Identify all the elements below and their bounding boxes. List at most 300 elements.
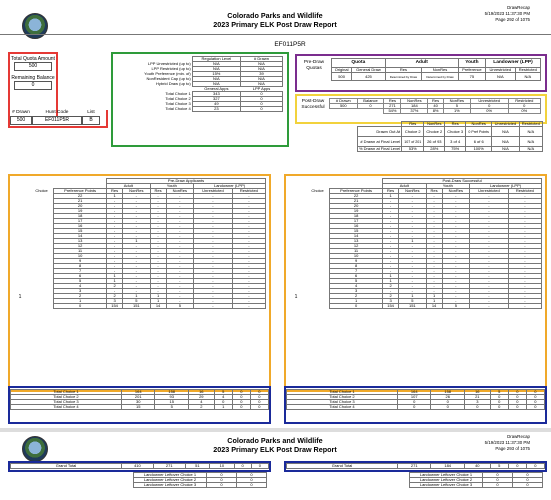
count-cell: -	[508, 234, 541, 239]
page-number: Page 292 of 1075	[495, 17, 530, 22]
count-cell: -	[150, 284, 166, 289]
count-cell: 14	[150, 304, 166, 309]
pre-draw-quotas-table	[331, 58, 541, 81]
total-cell: 16	[464, 390, 490, 395]
preference-points-cell: 10	[54, 254, 107, 259]
report-id: DrawRecap	[507, 5, 530, 10]
drawn-out-cell: 75%	[445, 147, 466, 152]
col-head: Res	[107, 189, 123, 194]
total-cell: 158	[155, 390, 188, 395]
drawn-out-cell: 6 of 6	[466, 137, 492, 147]
total-cell: 0	[526, 390, 544, 395]
count-cell: -	[194, 239, 233, 244]
total-cell: 0	[232, 390, 250, 395]
pre-draw-totals-table	[10, 389, 269, 410]
total-cell: 0	[398, 405, 431, 410]
count-cell: 154	[383, 304, 399, 309]
total-cell: 0	[232, 405, 250, 410]
count-cell: -	[150, 229, 166, 234]
reg-drawn-cell: N/A	[241, 62, 283, 67]
post-pct: 0%	[470, 109, 508, 114]
grand-total-cell: 410	[122, 464, 154, 469]
post-pct: 0%	[508, 109, 540, 114]
count-cell: -	[508, 244, 541, 249]
count-cell: -	[123, 244, 151, 249]
grand-total-cell: 5	[490, 464, 508, 469]
count-cell: 1	[107, 194, 123, 199]
preference-points-cell: 14	[54, 234, 107, 239]
total-quota-value: 500	[14, 62, 52, 71]
hunt-code-head: Hunt Code	[45, 110, 69, 115]
count-cell: -	[123, 269, 151, 274]
count-cell: -	[194, 294, 233, 299]
hunt-code-heading: EF011P5R	[274, 41, 306, 48]
preference-points-cell: 13	[330, 239, 383, 244]
count-cell: -	[166, 289, 194, 294]
total-cell: 4	[214, 395, 232, 400]
drawn-value: 500	[10, 116, 32, 125]
report-title: 2023 Primary ELK Post Draw Report	[213, 445, 337, 454]
post-head: # Drawn	[330, 99, 358, 104]
count-cell: -	[508, 224, 541, 229]
count-cell: -	[426, 279, 442, 284]
reg-row-label: NonResident Cap (up to)	[146, 76, 191, 81]
general-apps-head: General Apps	[192, 87, 240, 92]
count-cell: -	[150, 224, 166, 229]
total-cell: 0	[508, 390, 526, 395]
count-cell: -	[508, 284, 541, 289]
grand-total-cell: 0	[234, 464, 251, 469]
preference-points-cell: 9	[330, 259, 383, 264]
leftover-cell: 0	[513, 473, 543, 478]
count-cell: -	[508, 249, 541, 254]
hunt-code-box	[8, 110, 108, 128]
total-cell: 0	[431, 405, 464, 410]
quota-subhead: Unrestricted	[486, 68, 516, 73]
count-cell: -	[150, 264, 166, 269]
total-cell: 107	[398, 395, 431, 400]
drawn-out-label: % Drawn at Final Level	[359, 146, 401, 151]
count-cell: -	[123, 214, 151, 219]
quota-subhead: Res	[385, 68, 422, 73]
count-cell: -	[166, 294, 194, 299]
count-cell: -	[426, 199, 442, 204]
count-cell: -	[107, 249, 123, 254]
count-cell: -	[166, 194, 194, 199]
count-cell: -	[442, 274, 470, 279]
total-cell: 26	[431, 395, 464, 400]
count-cell: -	[232, 249, 265, 254]
count-cell: -	[470, 209, 509, 214]
count-cell: -	[508, 204, 541, 209]
count-cell: -	[508, 259, 541, 264]
total-cell: 0	[232, 400, 250, 405]
count-cell: -	[232, 274, 265, 279]
count-cell: -	[194, 259, 233, 264]
count-cell: -	[232, 194, 265, 199]
count-cell: -	[166, 219, 194, 224]
preference-points-cell: 19	[54, 209, 107, 214]
list-value: B	[82, 116, 100, 125]
count-cell: -	[166, 264, 194, 269]
count-cell: -	[399, 219, 427, 224]
count-cell: 5	[442, 304, 470, 309]
general-apps-cell: 327	[192, 97, 240, 102]
col-head: NonRes	[123, 189, 151, 194]
count-cell: -	[150, 209, 166, 214]
count-cell: -	[426, 219, 442, 224]
col-head: Unrestricted	[470, 189, 509, 194]
total-cell: 0	[508, 405, 526, 410]
count-cell: -	[426, 269, 442, 274]
count-cell: 1	[107, 279, 123, 284]
count-cell: -	[426, 249, 442, 254]
count-cell: -	[383, 244, 399, 249]
reg-row-label: Hybrid Draw (up to)	[156, 81, 191, 86]
count-cell: -	[470, 289, 509, 294]
count-cell: -	[107, 254, 123, 259]
count-cell: -	[194, 199, 233, 204]
total-cell: 0	[232, 395, 250, 400]
total-choice-label: Total Choice 2	[287, 395, 398, 400]
preference-points-cell: 8	[330, 264, 383, 269]
drawn-out-head: Restricted	[519, 122, 542, 127]
drawn-out-cell: 26 of 93	[424, 137, 445, 147]
choice-spacer	[306, 304, 330, 309]
count-cell: -	[166, 199, 194, 204]
preference-points-cell: 11	[54, 249, 107, 254]
reg-level-cell: 15%	[192, 72, 240, 77]
count-cell: -	[470, 279, 509, 284]
leftover-cell: 0	[513, 483, 543, 488]
quota-value: Determined by Draw	[385, 73, 422, 81]
grand-total-right	[284, 461, 547, 472]
count-cell: -	[123, 284, 151, 289]
lpp-apps-head: LPP Apps	[241, 87, 283, 92]
count-cell: -	[470, 219, 509, 224]
count-cell: -	[107, 239, 123, 244]
count-cell: -	[232, 244, 265, 249]
page-number: Page 293 of 1075	[495, 446, 530, 451]
grand-total-cell: 184	[431, 464, 464, 469]
count-cell: -	[399, 209, 427, 214]
preference-points-cell: 20	[330, 204, 383, 209]
count-cell: -	[232, 279, 265, 284]
count-cell: -	[166, 254, 194, 259]
preference-points-cell: 14	[330, 234, 383, 239]
total-cell: 0	[526, 405, 544, 410]
drawn-out-head: NonRes	[424, 122, 445, 127]
post-head: Restricted	[508, 99, 540, 104]
total-cell: 201	[122, 395, 155, 400]
count-cell: 3	[107, 299, 123, 304]
post-draw-successful-summary	[329, 98, 541, 114]
count-cell: 1	[426, 294, 442, 299]
table-row	[306, 304, 542, 309]
preference-points-cell: 12	[330, 244, 383, 249]
quota-value: 500	[332, 73, 352, 81]
post-value: 184	[401, 104, 428, 109]
total-cell: 0	[490, 405, 508, 410]
count-cell: 151	[399, 304, 427, 309]
total-cell: 93	[155, 395, 188, 400]
count-cell: -	[150, 199, 166, 204]
preference-points-cell: 11	[330, 249, 383, 254]
count-cell: -	[150, 269, 166, 274]
post-draw-totals-table	[286, 389, 545, 410]
total-cell: 16	[188, 390, 214, 395]
count-cell: -	[508, 279, 541, 284]
count-cell: -	[399, 194, 427, 199]
count-cell: -	[107, 259, 123, 264]
count-cell: -	[123, 209, 151, 214]
drawn-out-cell: 0 Pref Points	[466, 127, 492, 137]
reg-row-label: Youth Preference (min. of)	[144, 71, 191, 76]
count-cell: -	[426, 204, 442, 209]
total-choice-label: Total Choice 1	[287, 390, 398, 395]
preference-points-cell: 18	[54, 214, 107, 219]
count-cell: 1	[399, 294, 427, 299]
count-cell: -	[232, 199, 265, 204]
count-cell: -	[470, 269, 509, 274]
leftover-label: Landowner Leftover Choice 3	[134, 483, 207, 488]
quota-value: N/A	[515, 73, 540, 81]
quota-group-head: Quota	[332, 59, 386, 68]
preference-points-cell: 4	[330, 284, 383, 289]
table-row	[30, 304, 266, 309]
preference-points-cell: 16	[330, 224, 383, 229]
count-cell: -	[150, 239, 166, 244]
leftover-label: Landowner Leftover Choice 3	[410, 483, 483, 488]
post-value: 271	[384, 104, 401, 109]
lpp-apps-cell: 0	[241, 107, 283, 112]
total-cell: 4	[188, 400, 214, 405]
cpw-logo-icon	[22, 13, 48, 39]
count-cell: -	[442, 234, 470, 239]
count-cell: -	[383, 239, 399, 244]
list-head: List	[87, 110, 95, 115]
preference-points-cell: 0	[54, 304, 107, 309]
report-timestamp: 5/19/2023 11:37:30 PM	[484, 11, 530, 16]
reg-row-label: LPP Unrestricted (up to)	[147, 61, 191, 66]
total-cell: 164	[398, 390, 431, 395]
col-head: Choice	[35, 188, 48, 193]
count-cell: -	[508, 274, 541, 279]
count-cell: -	[442, 224, 470, 229]
count-cell: -	[194, 299, 233, 304]
preference-points-cell: 17	[330, 219, 383, 224]
total-cell: 1	[214, 405, 232, 410]
count-cell: -	[123, 199, 151, 204]
leftover-cell: 0	[207, 478, 237, 483]
post-pct: 8%	[428, 109, 444, 114]
count-cell: -	[442, 204, 470, 209]
count-cell: -	[166, 229, 194, 234]
count-cell: -	[150, 254, 166, 259]
count-cell: -	[426, 289, 442, 294]
count-cell: -	[383, 219, 399, 224]
total-cell: 5	[490, 390, 508, 395]
count-cell: -	[150, 234, 166, 239]
reg-drawn-cell: N/A	[241, 82, 283, 87]
quota-subhead: Restricted	[515, 68, 540, 73]
leftover-cell: 0	[483, 478, 513, 483]
count-cell: -	[426, 284, 442, 289]
drawn-out-cell: Choice 3	[445, 127, 466, 137]
group-head: Adult	[107, 184, 151, 189]
choice-spacer	[30, 304, 54, 309]
report-title: 2023 Primary ELK Post Draw Report	[213, 20, 337, 29]
count-cell: -	[194, 219, 233, 224]
count-cell: -	[399, 199, 427, 204]
report-id: DrawRecap	[507, 434, 530, 439]
count-cell: -	[426, 239, 442, 244]
drawn-out-cell: N/A	[492, 147, 519, 152]
total-cell: 0	[431, 400, 464, 405]
count-cell: 1	[399, 239, 427, 244]
leftover-cell: 0	[237, 478, 267, 483]
post-value: 40	[428, 104, 444, 109]
remaining-balance-value: 0	[14, 81, 52, 90]
count-cell: -	[194, 304, 233, 309]
count-cell: -	[442, 229, 470, 234]
count-cell: 1	[383, 274, 399, 279]
count-cell: -	[383, 254, 399, 259]
count-cell: -	[399, 214, 427, 219]
count-cell: -	[442, 194, 470, 199]
count-cell: -	[166, 224, 194, 229]
preference-points-cell: 21	[330, 199, 383, 204]
count-cell: 5	[399, 299, 427, 304]
total-cell: 0	[464, 405, 490, 410]
grand-total-cell: 51	[185, 464, 209, 469]
post-value: 0	[508, 104, 540, 109]
leftover-cell: 0	[483, 483, 513, 488]
count-cell: -	[383, 234, 399, 239]
count-cell: -	[107, 234, 123, 239]
leftover-label: Landowner Leftover Choice 2	[134, 478, 207, 483]
regulation-drawn-head: # Drawn	[241, 57, 283, 62]
count-cell: -	[194, 234, 233, 239]
count-cell: -	[107, 204, 123, 209]
quota-subhead: Preference	[458, 68, 485, 73]
preference-points-cell: 7	[330, 269, 383, 274]
preference-points-cell: 1	[54, 299, 107, 304]
count-cell: -	[123, 274, 151, 279]
count-cell: -	[123, 194, 151, 199]
quota-subhead: General Draw	[352, 68, 385, 73]
reg-row-label: LPP Restricted (up to)	[151, 66, 191, 71]
total-row	[11, 405, 269, 410]
count-cell: -	[442, 239, 470, 244]
post-value: 500	[330, 104, 358, 109]
count-cell: -	[383, 209, 399, 214]
count-cell: -	[442, 299, 470, 304]
count-cell: -	[470, 234, 509, 239]
total-cell: 164	[122, 390, 155, 395]
preference-points-cell: 9	[54, 259, 107, 264]
count-cell: -	[426, 264, 442, 269]
grand-total-left	[8, 461, 271, 472]
count-cell: -	[123, 219, 151, 224]
count-cell: -	[232, 264, 265, 269]
count-cell: -	[166, 259, 194, 264]
total-choice-label: Total Choice 1	[11, 390, 122, 395]
count-cell: -	[470, 259, 509, 264]
regulation-table	[115, 56, 283, 112]
count-cell: -	[508, 209, 541, 214]
count-cell: 2	[107, 294, 123, 299]
group-head: Adult	[383, 184, 427, 189]
count-cell: -	[383, 269, 399, 274]
col-head: Choice	[311, 188, 324, 193]
count-cell: -	[232, 234, 265, 239]
count-cell: -	[508, 239, 541, 244]
report-timestamp: 5/19/2023 11:37:30 PM	[484, 440, 530, 445]
count-cell: -	[426, 259, 442, 264]
count-cell: 3	[383, 299, 399, 304]
count-cell: -	[470, 244, 509, 249]
leftover-label: Landowner Leftover Choice 1	[134, 473, 207, 478]
total-cell: 0	[526, 395, 544, 400]
count-cell: -	[232, 204, 265, 209]
count-cell: -	[107, 214, 123, 219]
leftover-right-table	[409, 472, 543, 488]
count-cell: -	[399, 224, 427, 229]
preference-points-cell: 12	[54, 244, 107, 249]
grand-total-cell: 40	[464, 464, 490, 469]
col-head: Res	[426, 189, 442, 194]
count-cell: -	[194, 254, 233, 259]
count-cell: -	[399, 259, 427, 264]
reg-drawn-cell: N/A	[241, 77, 283, 82]
grand-total-cell: 271	[153, 464, 185, 469]
grand-total-cell: 10	[210, 464, 234, 469]
count-cell: -	[470, 254, 509, 259]
count-cell: -	[442, 219, 470, 224]
count-cell: -	[442, 249, 470, 254]
count-cell: -	[442, 279, 470, 284]
count-cell: -	[194, 264, 233, 269]
total-cell: 5	[214, 390, 232, 395]
count-cell: -	[150, 204, 166, 209]
lpp-apps-cell: 0	[241, 92, 283, 97]
count-cell: -	[383, 199, 399, 204]
count-cell: -	[426, 274, 442, 279]
count-cell: -	[232, 214, 265, 219]
count-cell: -	[166, 209, 194, 214]
count-cell: -	[232, 224, 265, 229]
reg-level-cell: N/A	[192, 77, 240, 82]
count-cell: -	[399, 279, 427, 284]
count-cell: -	[508, 264, 541, 269]
count-cell: -	[194, 249, 233, 254]
count-cell: -	[166, 274, 194, 279]
count-cell: -	[442, 199, 470, 204]
leftover-label: Landowner Leftover Choice 1	[410, 473, 483, 478]
post-pct: 1%	[443, 109, 470, 114]
general-apps-cell: 343	[192, 92, 240, 97]
reg-level-cell: N/A	[192, 82, 240, 87]
count-cell: 154	[107, 304, 123, 309]
total-cell: 158	[431, 390, 464, 395]
count-cell: -	[383, 204, 399, 209]
post-value: 0	[357, 104, 384, 109]
grand-total-cell: 0	[526, 464, 544, 469]
preference-points-cell: 15	[330, 229, 383, 234]
group-head: Landowner (LPP)	[470, 184, 542, 189]
total-cell: 0	[214, 400, 232, 405]
